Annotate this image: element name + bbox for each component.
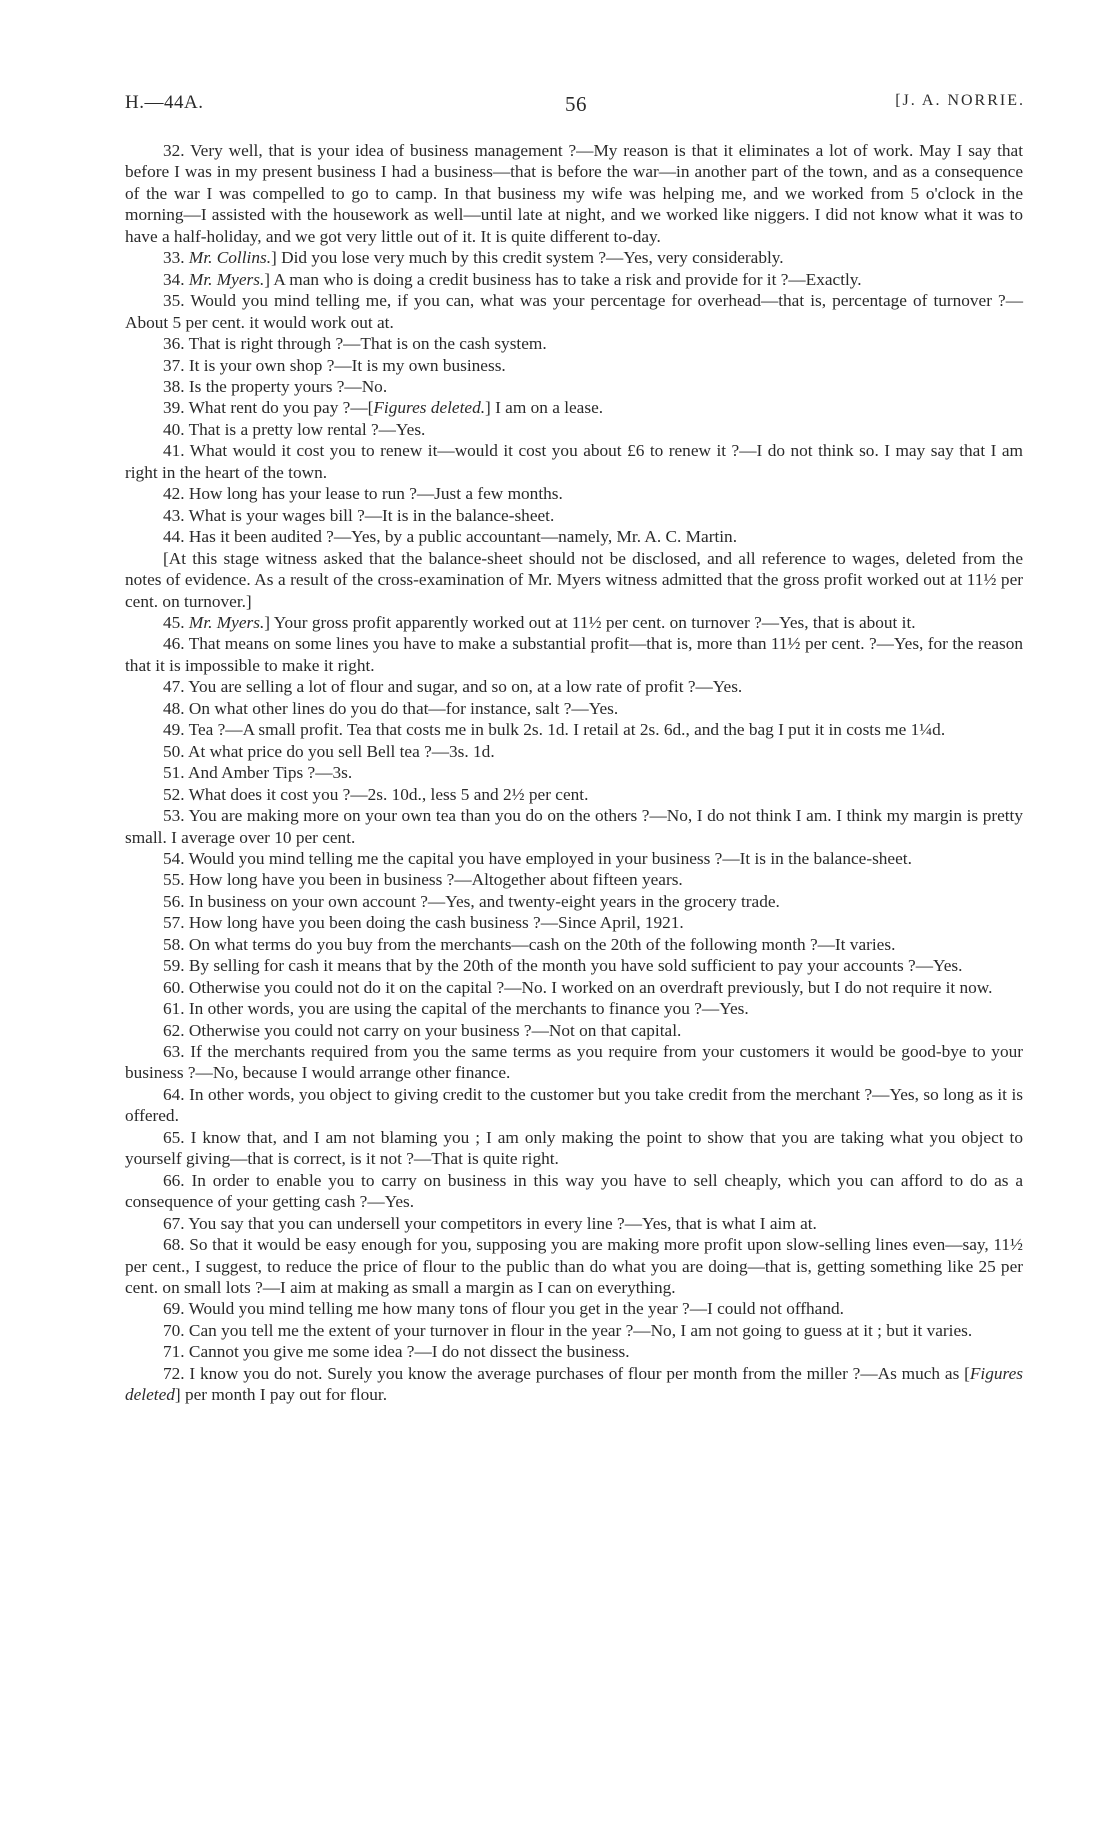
paragraph-text: 48. On what other lines do you do that—for instance, salt ?—Yes. — [163, 698, 619, 718]
evidence-paragraph — [125, 633, 1023, 676]
paragraph-text: 61. In other words, you are using the capital of the merchants to finance you ?—Yes. — [163, 999, 749, 1019]
evidence-paragraph — [125, 376, 1023, 397]
paragraph-text: 38. Is the property yours ?—No. — [163, 376, 388, 396]
page-header — [125, 92, 1025, 122]
evidence-paragraph — [125, 848, 1023, 869]
evidence-paragraph — [125, 1127, 1023, 1170]
paragraph-text: ] I am on a lease. — [485, 398, 604, 418]
paragraph-text: 51. And Amber Tips ?—3s. — [163, 763, 353, 783]
evidence-paragraph — [125, 1363, 1023, 1406]
evidence-paragraph — [125, 1298, 1023, 1319]
evidence-paragraph — [125, 698, 1023, 719]
evidence-paragraph — [125, 676, 1023, 697]
evidence-paragraph — [125, 891, 1023, 912]
paragraph-text: 56. In business on your own account ?—Yes, and twenty-eight years in the grocery trade. — [163, 891, 780, 911]
evidence-paragraph — [125, 1020, 1023, 1041]
paragraph-text: 55. How long have you been in business ?—Altogether about fifteen years. — [163, 870, 683, 890]
evidence-paragraph — [125, 805, 1023, 848]
evidence-paragraph — [125, 1213, 1023, 1234]
evidence-paragraph — [125, 397, 1023, 418]
evidence-paragraph — [125, 719, 1023, 740]
paragraph-text: 33. — [163, 248, 189, 268]
evidence-paragraph — [125, 483, 1023, 504]
paragraph-text: 71. Cannot you give me some idea ?—I do not dissect the business. — [163, 1342, 630, 1362]
italic-text: Mr. Myers. — [188, 612, 265, 632]
italic-text: Figures deleted — [125, 1363, 1023, 1405]
evidence-paragraph — [125, 247, 1023, 268]
document-reference: H.—44A. — [125, 92, 204, 113]
evidence-paragraph — [125, 998, 1023, 1019]
evidence-paragraph — [125, 355, 1023, 376]
evidence-paragraph — [125, 1041, 1023, 1084]
paragraph-text: [At this stage witness asked that the balance-sheet should not be disclosed, and all reference to wages, deleted from the notes of evidence. As a result of the cross-examination of Mr. Myers witness admitted that the gross profit worked out at 11½ per cent. on turnover.] — [125, 548, 1023, 611]
paragraph-text: 70. Can you tell me the extent of your turnover in flour in the year ?—No, I am not going to guess at it ; but it varies. — [163, 1320, 973, 1340]
evidence-paragraph — [125, 269, 1023, 290]
evidence-paragraph — [125, 1234, 1023, 1298]
paragraph-text: 43. What is your wages bill ?—It is in the balance-sheet. — [163, 505, 555, 525]
paragraph-text: 50. At what price do you sell Bell tea ?—3s. 1d. — [163, 741, 495, 761]
witness-name: [J. A. NORRIE. — [895, 92, 1025, 109]
paragraph-text: 62. Otherwise you could not carry on your business ?—Not on that capital. — [163, 1020, 682, 1040]
evidence-paragraph — [125, 1170, 1023, 1213]
evidence-paragraph — [125, 869, 1023, 890]
paragraph-text: 36. That is right through ?—That is on the cash system. — [163, 334, 547, 354]
italic-text: Figures deleted. — [373, 398, 486, 418]
evidence-paragraph — [125, 548, 1023, 612]
paragraph-text: 41. What would it cost you to renew it—would it cost you about £6 to renew it ?—I do not think so. I may say that I am right in the heart of the town. — [125, 441, 1023, 482]
evidence-paragraph — [125, 419, 1023, 440]
paragraph-text: 44. Has it been audited ?—Yes, by a public accountant—namely, Mr. A. C. Martin. — [163, 527, 738, 547]
evidence-paragraph — [125, 140, 1023, 247]
paragraph-text: 42. How long has your lease to run ?—Just a few months. — [163, 484, 563, 504]
evidence-paragraph — [125, 333, 1023, 354]
paragraph-text: ] per month I pay out for flour. — [174, 1385, 388, 1405]
evidence-paragraph — [125, 955, 1023, 976]
paragraph-text: 68. So that it would be easy enough for you, supposing you are making more profit upon slow-selling lines even—say, 11½ per cent., I suggest, to reduce the price of flour to the public than do what you are doing—that is, getting something like 25 per cent. on small lots ?—I aim at making as small a margin as I can on everything. — [125, 1235, 1023, 1298]
evidence-paragraph — [125, 290, 1023, 333]
paragraph-text: 67. You say that you can undersell your competitors in every line ?—Yes, that is what I aim at. — [163, 1213, 817, 1233]
evidence-paragraph — [125, 1084, 1023, 1127]
evidence-paragraph — [125, 526, 1023, 547]
paragraph-text: 45. — [163, 612, 189, 632]
paragraph-text: 60. Otherwise you could not do it on the capital ?—No. I worked on an overdraft previously, but I do not require it now. — [163, 977, 993, 997]
evidence-paragraph — [125, 440, 1023, 483]
paragraph-text: 66. In order to enable you to carry on business in this way you have to sell cheaply, which you can afford to do as a consequence of your getting cash ?—Yes. — [125, 1170, 1023, 1212]
paragraph-text: 64. In other words, you object to giving credit to the customer but you take credit from the merchant ?—Yes, so long as it is offered. — [125, 1084, 1023, 1126]
paragraph-text: ] A man who is doing a credit business has to take a risk and provide for it ?—Exactly. — [264, 269, 862, 289]
paragraph-text: 39. What rent do you pay ?—[ — [163, 398, 374, 418]
paragraph-text: 54. Would you mind telling me the capital you have employed in your business ?—It is in the balance-sheet. — [163, 848, 912, 868]
italic-text: Mr. Myers. — [188, 269, 265, 289]
paragraph-text: 37. It is your own shop ?—It is my own business. — [163, 355, 506, 375]
paragraph-text: 53. You are making more on your own tea than you do on the others ?—No, I do not think I am. I think my margin is pretty small. I average over 10 per cent. — [125, 806, 1023, 847]
evidence-paragraph — [125, 934, 1023, 955]
paragraph-text: 69. Would you mind telling me how many tons of flour you get in the year ?—I could not offhand. — [163, 1299, 844, 1319]
paragraph-text: 32. Very well, that is your idea of business management ?—My reason is that it eliminates a lot of work. May I say that before I was in my present business I had a business—that is before the war—in another part of the town, and as a consequence of the war I was compelled to go to camp. In that business my wife was helping me, and we worked from 5 o'clock in the morning—I assisted with the housework as well—until late at night, and we worked like niggers. I did not know what it was to have a half-holiday, and we got very little out of it. It is quite different to-day. — [125, 141, 1023, 246]
paragraph-text: 57. How long have you been doing the cash business ?—Since April, 1921. — [163, 913, 684, 933]
paragraph-text: 40. That is a pretty low rental ?—Yes. — [163, 419, 426, 439]
paragraph-text: 59. By selling for cash it means that by the 20th of the month you have sold sufficient to pay your accounts ?—Yes. — [163, 956, 963, 976]
evidence-paragraph — [125, 912, 1023, 933]
evidence-paragraph — [125, 977, 1023, 998]
paragraph-text: 72. I know you do not. Surely you know the average purchases of flour per month from the miller ?—As much as [ — [163, 1363, 970, 1383]
paragraph-text: ] Your gross profit apparently worked out at 11½ per cent. on turnover ?—Yes, that is about it. — [264, 612, 916, 632]
paragraph-text: 65. I know that, and I am not blaming you ; I am only making the point to show that you are taking what you object to yourself giving—that is correct, is it not ?—That is quite right. — [125, 1127, 1023, 1169]
paragraph-text: 52. What does it cost you ?—2s. 10d., less 5 and 2½ per cent. — [163, 784, 589, 804]
evidence-paragraph — [125, 1320, 1023, 1341]
evidence-paragraph — [125, 612, 1023, 633]
evidence-paragraph — [125, 762, 1023, 783]
evidence-paragraph — [125, 784, 1023, 805]
paragraph-text: 58. On what terms do you buy from the merchants—cash on the 20th of the following month ?—It varies. — [163, 934, 896, 954]
paragraph-text: 49. Tea ?—A small profit. Tea that costs me in bulk 2s. 1d. I retail at 2s. 6d., and the bag I put it in costs me 1¼d. — [163, 720, 946, 740]
evidence-paragraph — [125, 505, 1023, 526]
paragraph-text: 35. Would you mind telling me, if you can, what was your percentage for overhead—that is, percentage of turnover ?—About 5 per cent. it would work out at. — [125, 291, 1023, 332]
paragraph-text: 46. That means on some lines you have to make a substantial profit—that is, more than 11½ per cent. ?—Yes, for the reason that it is impossible to make it right. — [125, 634, 1023, 675]
paragraph-text: 34. — [163, 269, 189, 289]
page-number: 56 — [565, 92, 587, 116]
italic-text: Mr. Collins. — [188, 248, 272, 268]
evidence-paragraph — [125, 1341, 1023, 1362]
paragraph-text: 63. If the merchants required from you the same terms as you require from your customers it would be good-bye to your business ?—No, because I would arrange other finance. — [125, 1042, 1023, 1083]
evidence-text — [125, 140, 1023, 1406]
paragraph-text: ] Did you lose very much by this credit system ?—Yes, very considerably. — [271, 248, 784, 268]
evidence-paragraph — [125, 741, 1023, 762]
paragraph-text: 47. You are selling a lot of flour and sugar, and so on, at a low rate of profit ?—Yes. — [163, 677, 743, 697]
